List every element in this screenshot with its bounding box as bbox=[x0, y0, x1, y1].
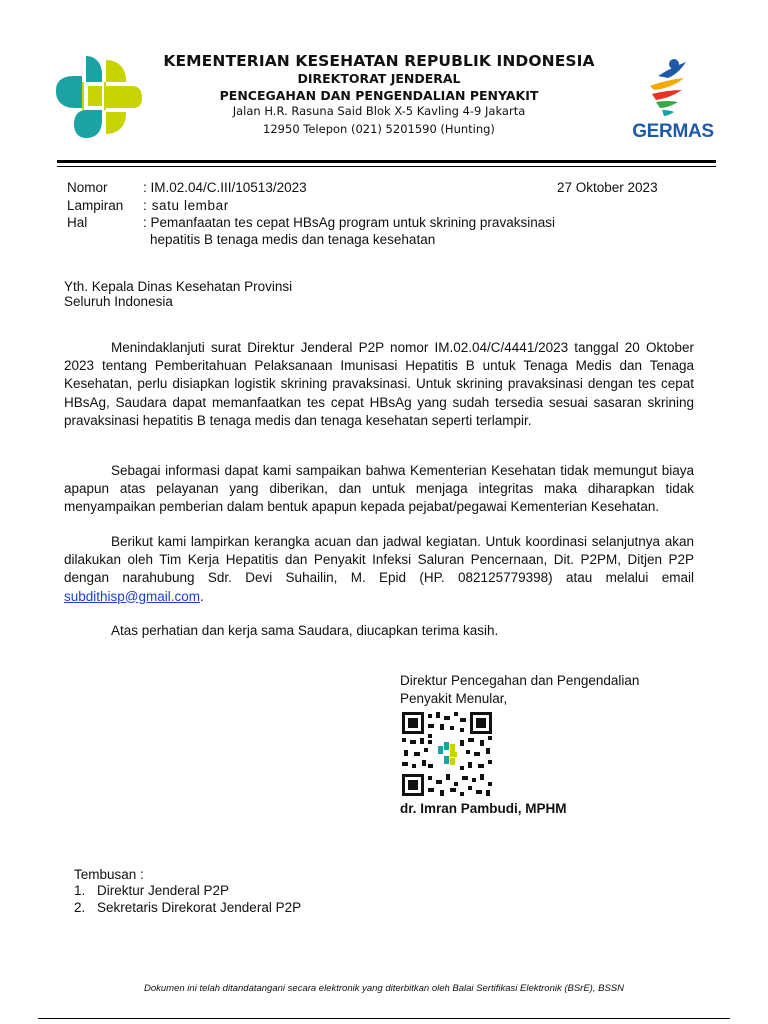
lampiran-value: : satu lembar bbox=[143, 198, 229, 213]
body-paragraph-3-text: Berikut kami lampirkan kerangka acuan dan jadwal kegiatan. Untuk koordinasi selanjutnya akan dilakukan oleh Tim Kerja Hepatitis dan Penyakit Infeksi Saluran Pencernaan, Dit. P2PM, Ditjen P2P dengan narahubung Sdr. Devi Suhailin, M. Epid (HP. 082125779398) atau melalui email bbox=[64, 534, 694, 586]
hal-value-line-1: : Pemanfaatan tes cepat HBsAg program untuk skrining pravaksinasi bbox=[143, 215, 555, 230]
signatory-title-line-1: Direktur Pencegahan dan Pengendalian bbox=[400, 673, 640, 688]
e-signature-footer-note: Dokumen ini telah ditandatangani secara elektronik yang diterbitkan oleh Balai Sertifikasi Elektronik (BSrE), BSSN bbox=[144, 983, 624, 994]
signature-qr-code bbox=[402, 712, 492, 796]
recipient-line-1: Yth. Kepala Dinas Kesehatan Provinsi bbox=[64, 279, 293, 294]
hal-value-line-2: hepatitis B tenaga medis dan tenaga kesehatan bbox=[150, 232, 436, 247]
body-paragraph-3 bbox=[64, 533, 694, 606]
nomor-value: : IM.02.04/C.III/10513/2023 bbox=[143, 180, 307, 195]
body-paragraph-1 bbox=[64, 339, 694, 430]
body-paragraph-1-text: Menindaklanjuti surat Direktur Jenderal P2P nomor IM.02.04/C/4441/2023 tanggal 20 Oktober 2023 tentang Pemberitahuan Pelaksanaan Imunisasi Hepatitis B untuk Tenaga Medis dan Tenaga Kesehatan, perlu disiapkan logistik skrining pravaksinasi. Untuk skrining pravaksinasi dengan tes cepat HBsAg, Saudara dapat memanfaatkan tes cepat HBsAg yang sudah tersedia sesuai sasaran skrining pravaksinasi hepatitis B tenaga medis dan tenaga kesehatan seperti terlampir. bbox=[64, 340, 694, 428]
hal-label: Hal bbox=[67, 215, 88, 230]
directorate-name: DIREKTORAT JENDERAL bbox=[297, 71, 461, 86]
address-line-1: Jalan H.R. Rasuna Said Blok X-5 Kavling 4-9 Jakarta bbox=[232, 104, 526, 118]
division-name: PENCEGAHAN DAN PENGENDALIAN PENYAKIT bbox=[219, 88, 539, 103]
body-paragraph-2-text: Sebagai informasi dapat kami sampaikan bahwa Kementerian Kesehatan tidak memungut biaya apapun atas pelayanan yang diberikan, dan untuk menjaga integritas maka diharapkan tidak menyampaikan pemberian dalam bentuk apapun kepada pejabat/pegawai Kementerian Kesehatan. bbox=[64, 463, 694, 515]
footer-rule bbox=[38, 1018, 730, 1019]
germas-label: GERMAS bbox=[632, 121, 714, 142]
cc-item-2-text: Sekretaris Direkorat Jenderal P2P bbox=[97, 900, 302, 915]
cc-item-1-num: 1. bbox=[74, 883, 86, 898]
nomor-label: Nomor bbox=[67, 180, 108, 195]
kemenkes-logo bbox=[52, 52, 144, 142]
address-line-2: 12950 Telepon (021) 5201590 (Hunting) bbox=[263, 122, 495, 136]
body-paragraph-4 bbox=[64, 622, 694, 640]
signatory-name: dr. Imran Pambudi, MPHM bbox=[400, 801, 567, 816]
header-rule-thick bbox=[57, 160, 716, 163]
cc-item-1-text: Direktur Jenderal P2P bbox=[97, 883, 230, 898]
header-rule-thin bbox=[57, 166, 716, 167]
letter-date: 27 Oktober 2023 bbox=[557, 180, 658, 195]
body-paragraph-2 bbox=[64, 462, 694, 517]
signatory-title-line-2: Penyakit Menular, bbox=[400, 691, 508, 706]
body-paragraph-4-text: Atas perhatian dan kerja sama Saudara, diucapkan terima kasih. bbox=[111, 623, 499, 638]
contact-email-link[interactable]: subdithisp@gmail.com bbox=[64, 588, 201, 604]
body-paragraph-3-end: . bbox=[200, 588, 204, 604]
germas-logo-icon bbox=[638, 56, 698, 120]
lampiran-label: Lampiran bbox=[67, 198, 124, 213]
ministry-name: KEMENTERIAN KESEHATAN REPUBLIK INDONESIA bbox=[163, 52, 595, 70]
cc-heading: Tembusan : bbox=[74, 867, 144, 882]
recipient-line-2: Seluruh Indonesia bbox=[64, 294, 173, 309]
cc-item-2-num: 2. bbox=[74, 900, 86, 915]
